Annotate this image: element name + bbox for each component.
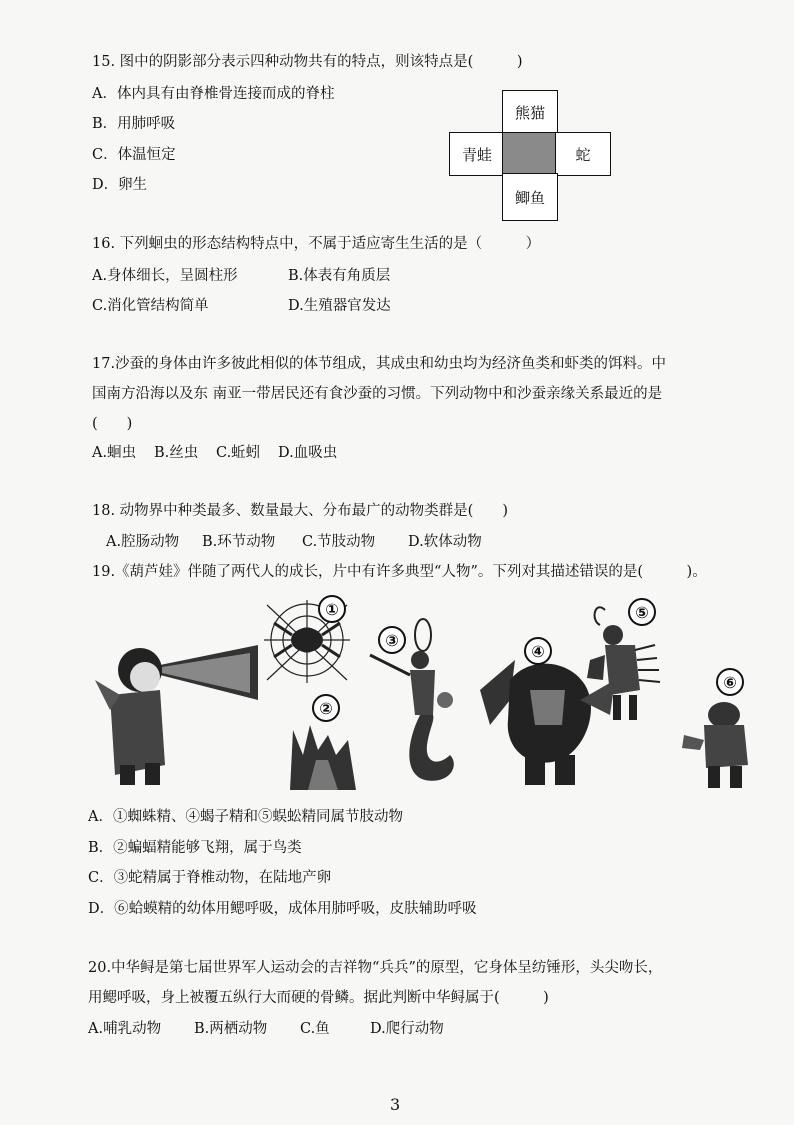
q20-options bbox=[88, 1019, 444, 1039]
toad-spirit-figure bbox=[682, 690, 757, 790]
centipede-spirit-figure bbox=[585, 600, 670, 725]
q16-option-d: D.生殖器官发达 bbox=[288, 298, 391, 314]
q20-option-b: B.两栖动物 bbox=[194, 1021, 268, 1037]
q18-option-a: A.腔肠动物 bbox=[106, 534, 180, 550]
q18-stem: 18. 动物界中种类最多、数量最大、分布最广的动物类群是( ) bbox=[92, 503, 508, 519]
diagram-right-cell: 蛇 bbox=[555, 132, 611, 176]
diagram-shaded-center bbox=[502, 132, 558, 176]
q16-stem: 16. 下列蛔虫的形态结构特点中，不属于适应寄生生活的是（ ） bbox=[92, 236, 541, 252]
diagram-bottom-cell: 鲫鱼 bbox=[502, 173, 558, 221]
q19-option-b: B．②蝙蝠精能够飞翔，属于鸟类 bbox=[88, 840, 302, 856]
label-4: ④ bbox=[524, 637, 552, 665]
diagram-top-cell: 熊猫 bbox=[502, 90, 558, 134]
label-3: ③ bbox=[378, 626, 406, 654]
q20-stem-line-1: 20.中华鲟是第七届世界军人运动会的吉祥物“兵兵”的原型，它身体呈纺锤形，头尖吻长， bbox=[88, 960, 663, 976]
q20-option-d: D.爬行动物 bbox=[370, 1021, 444, 1037]
q15-stem: 15. 图中的阴影部分表示四种动物共有的特点，则该特点是( ) bbox=[92, 54, 523, 70]
q16-option-a: A.身体细长，呈圆柱形 bbox=[92, 268, 238, 284]
q20-stem-line-2: 用鳃呼吸，身上被覆五纵行大而硬的骨鳞。据此判断中华鲟属于( ) bbox=[88, 990, 549, 1006]
q19-option-d: D．⑥蛤蟆精的幼体用鳃呼吸，成体用肺呼吸，皮肤辅助呼吸 bbox=[88, 901, 477, 917]
calabash-boy-figure bbox=[90, 625, 260, 790]
page-number: 3 bbox=[390, 1095, 401, 1114]
diagram-left-cell: 青蛙 bbox=[449, 132, 505, 176]
q17-stem-line-1: 17.沙蚕的身体由许多彼此相似的体节组成，其成虫和幼虫均为经济鱼类和虾类的饵料。中 bbox=[92, 356, 667, 372]
q17-option-b: B.丝虫 bbox=[154, 445, 199, 461]
q17-option-a: A.蛔虫 bbox=[92, 445, 137, 461]
q17-option-d: D.血吸虫 bbox=[278, 445, 338, 461]
label-6: ⑥ bbox=[716, 668, 744, 696]
q17-stem-line-3: ( ) bbox=[92, 416, 133, 432]
q15-option-d: D．卵生 bbox=[92, 177, 148, 193]
q19-stem: 19.《葫芦娃》伴随了两代人的成长，片中有许多典型“人物”。下列对其描述错误的是( )。 bbox=[92, 564, 707, 580]
q17-options bbox=[92, 443, 337, 463]
label-2: ② bbox=[312, 694, 340, 722]
q16-option-b: B.体表有角质层 bbox=[288, 268, 391, 284]
q15-option-a: A．体内具有由脊椎骨连接而成的脊柱 bbox=[92, 86, 335, 102]
q18-option-d: D.软体动物 bbox=[408, 534, 482, 550]
q15-option-b: B．用肺呼吸 bbox=[92, 116, 176, 132]
q18-option-b: B.环节动物 bbox=[202, 534, 276, 550]
label-1: ① bbox=[318, 595, 346, 623]
q19-option-c: C．③蛇精属于脊椎动物，在陆地产卵 bbox=[88, 870, 332, 886]
label-5: ⑤ bbox=[628, 598, 656, 626]
q18-options bbox=[106, 532, 482, 552]
q17-stem-line-2: 国南方沿海以及东 南亚一带居民还有食沙蚕的习惯。下列动物中和沙蚕亲缘关系最近的是 bbox=[92, 386, 663, 402]
q16-option-c: C.消化管结构简单 bbox=[92, 298, 209, 314]
q17-option-c: C.蚯蚓 bbox=[216, 445, 261, 461]
q20-option-c: C.鱼 bbox=[300, 1021, 330, 1037]
bat-figure bbox=[288, 715, 358, 790]
q20-option-a: A.哺乳动物 bbox=[88, 1021, 162, 1037]
q15-option-c: C．体温恒定 bbox=[92, 147, 176, 163]
q18-option-c: C.节肢动物 bbox=[302, 534, 376, 550]
q19-option-a: A．①蜘蛛精、④蝎子精和⑤蜈蚣精同属节肢动物 bbox=[88, 809, 403, 825]
